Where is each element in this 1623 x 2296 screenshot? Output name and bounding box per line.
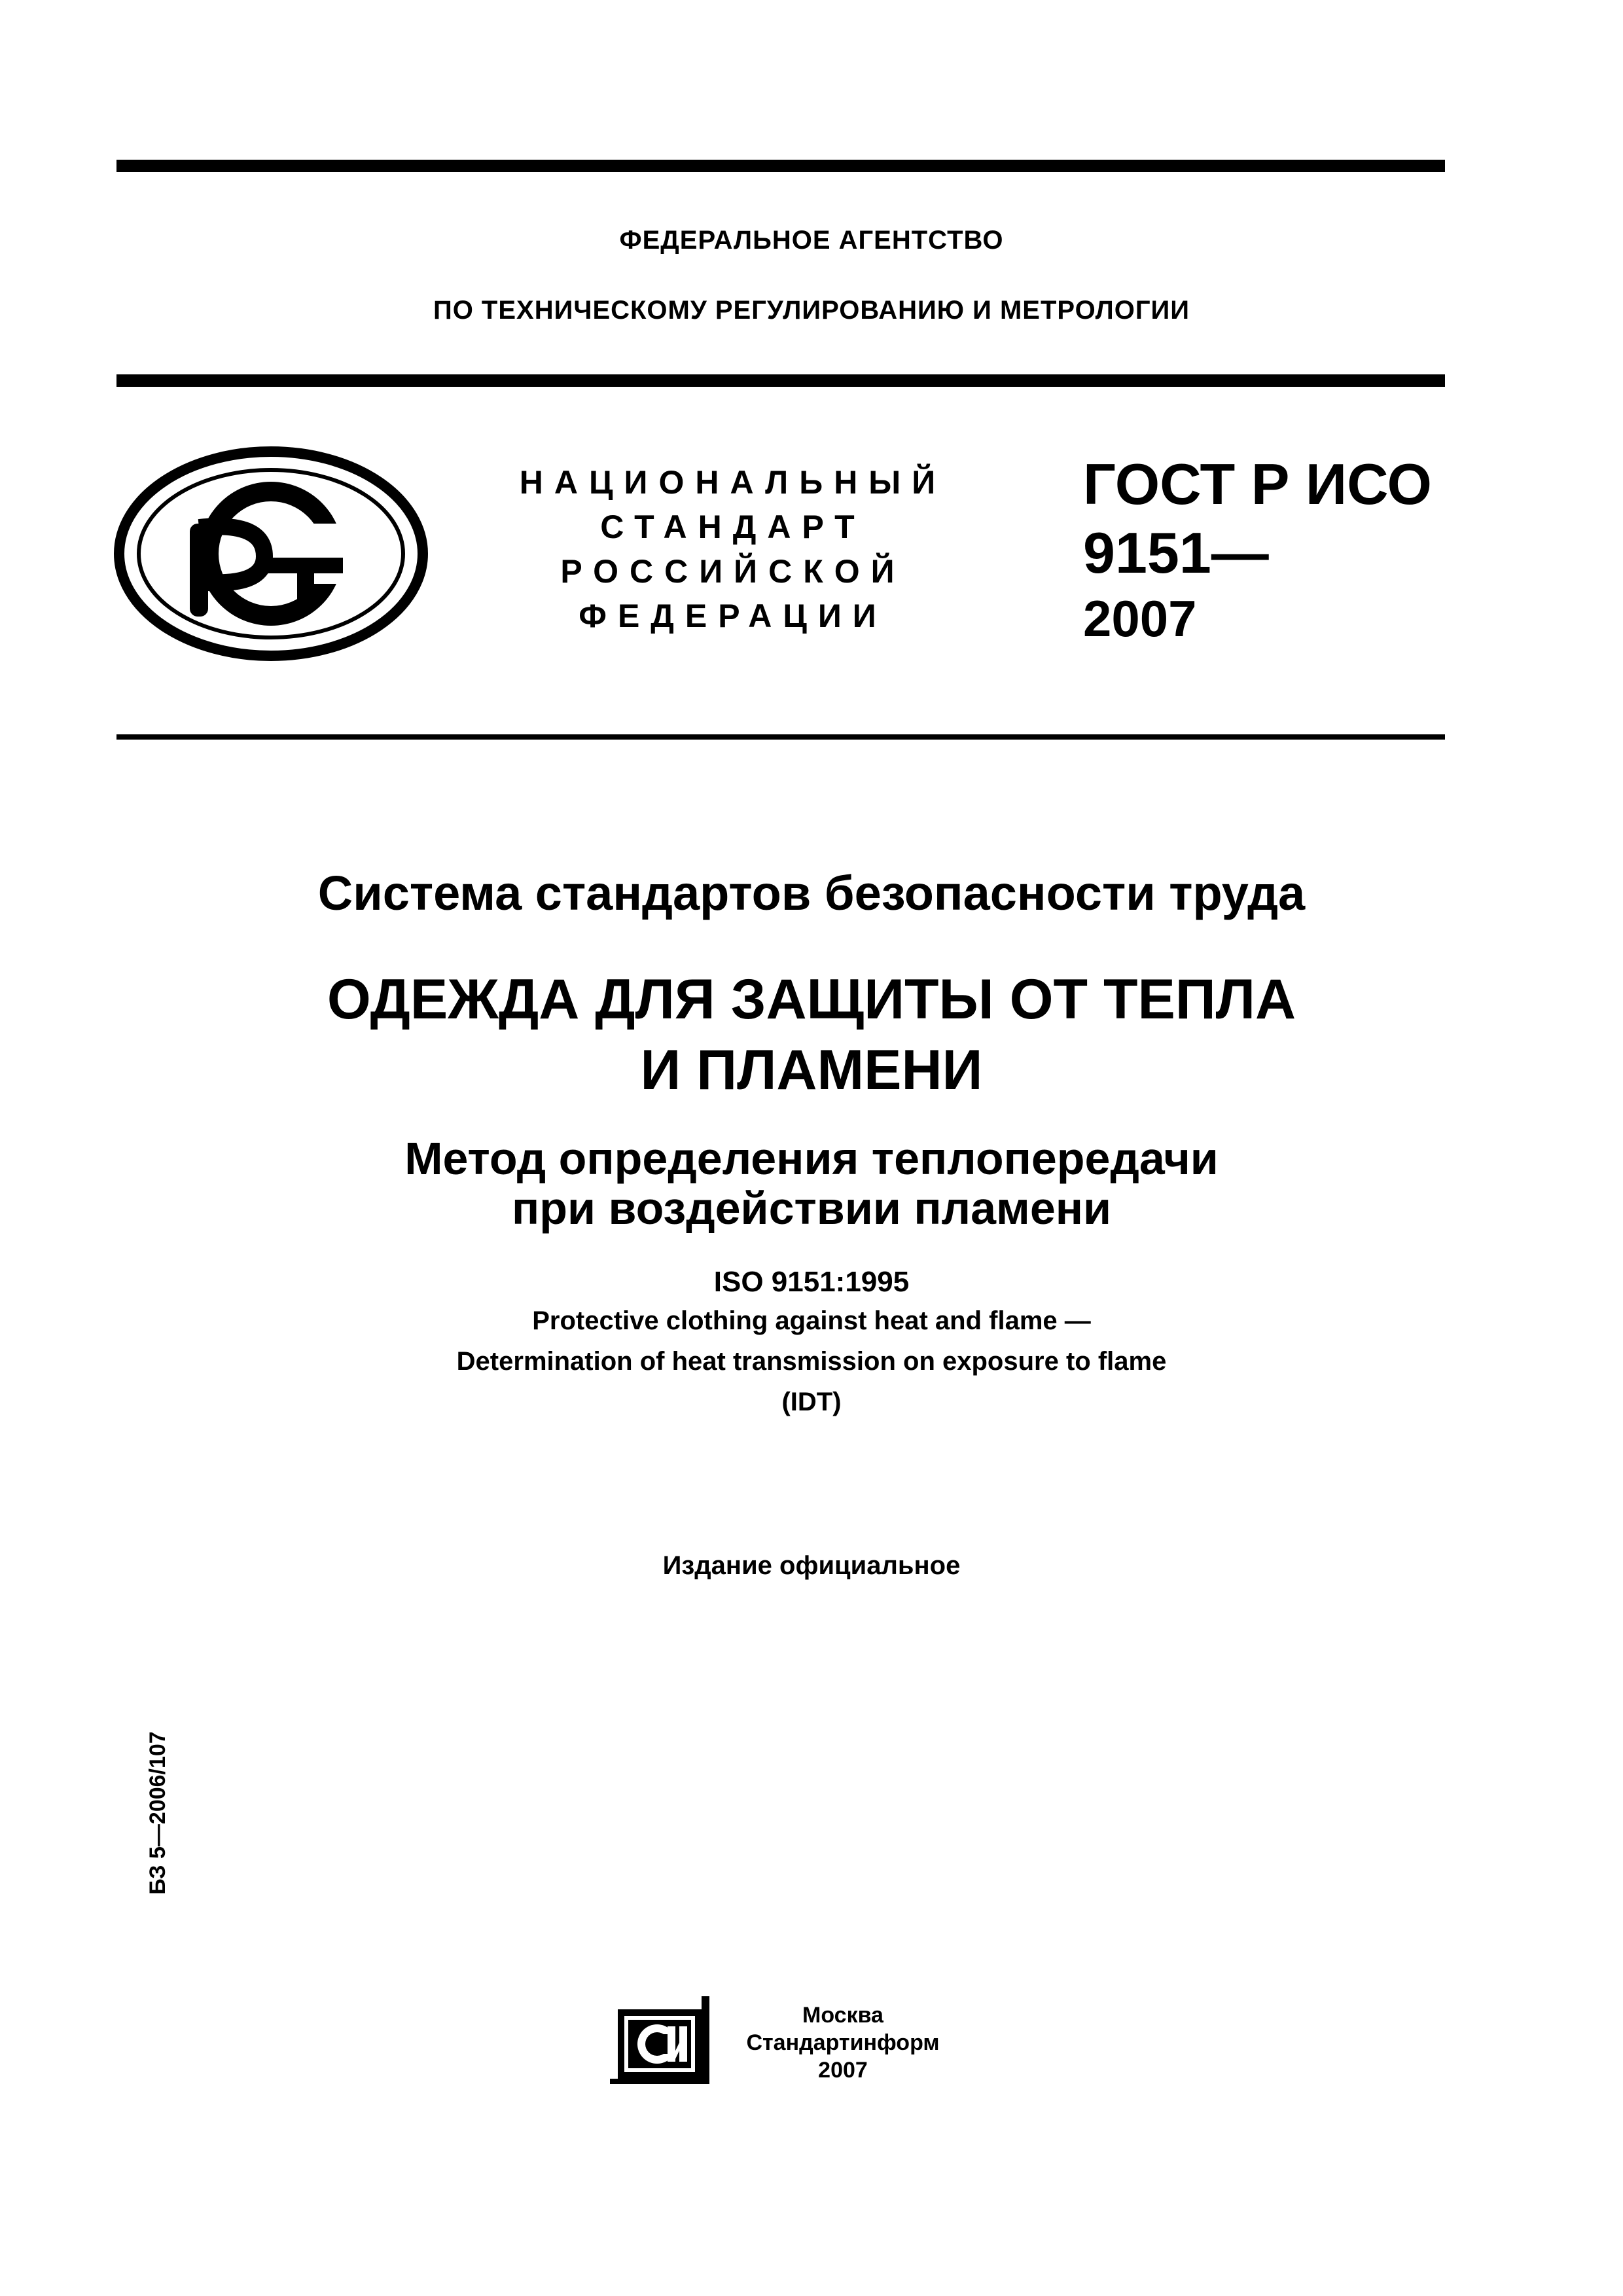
designation-line-1: ГОСТ Р ИСО (1083, 452, 1432, 516)
subtitle-line-1: Метод определения теплопередачи (404, 1133, 1219, 1184)
iso-title-line-1: Protective clothing against heat and flame — (532, 1306, 1091, 1335)
iso-code: ISO 9151:1995 (713, 1266, 910, 1298)
agency-line-1: ФЕДЕРАЛЬНОЕ АГЕНТСТВО (619, 226, 1004, 255)
header-rule (116, 374, 1445, 387)
publisher-name: Стандартинформ (746, 2030, 940, 2055)
iso-equivalence: (IDT) (781, 1388, 842, 1416)
iso-title-line-2: Determination of heat transmission on exposure to flame (456, 1347, 1167, 1376)
main-title-line-1: ОДЕЖДА ДЛЯ ЗАЩИТЫ ОТ ТЕПЛА (327, 968, 1296, 1031)
national-standard-line-4: ФЕДЕРАЦИИ (579, 598, 887, 634)
subtitle-line-2: при воздействии пламени (511, 1183, 1112, 1234)
main-title-line-2: И ПЛАМЕНИ (640, 1039, 983, 1102)
side-code: БЗ 5—2006/107 (145, 1731, 170, 1895)
national-standard-line-2: СТАНДАРТ (600, 509, 866, 545)
publisher-year: 2007 (818, 2058, 868, 2083)
designation-rule (116, 734, 1445, 740)
publisher-logo-icon (610, 1996, 709, 2084)
national-standard-line-1: НАЦИОНАЛЬНЫЙ (519, 464, 947, 501)
agency-line-2: ПО ТЕХНИЧЕСКОМУ РЕГУЛИРОВАНИЮ И МЕТРОЛОГИИ (433, 296, 1190, 325)
top-rule (116, 160, 1445, 172)
publisher-city: Москва (802, 2003, 883, 2028)
designation-line-3: 2007 (1083, 590, 1197, 647)
rst-logo-icon (113, 445, 429, 662)
designation-line-2: 9151— (1083, 520, 1269, 585)
national-standard-line-3: РОССИЙСКОЙ (560, 553, 906, 590)
edition-label: Издание официальное (662, 1551, 961, 1580)
series-title: Система стандартов безопасности труда (317, 866, 1306, 920)
